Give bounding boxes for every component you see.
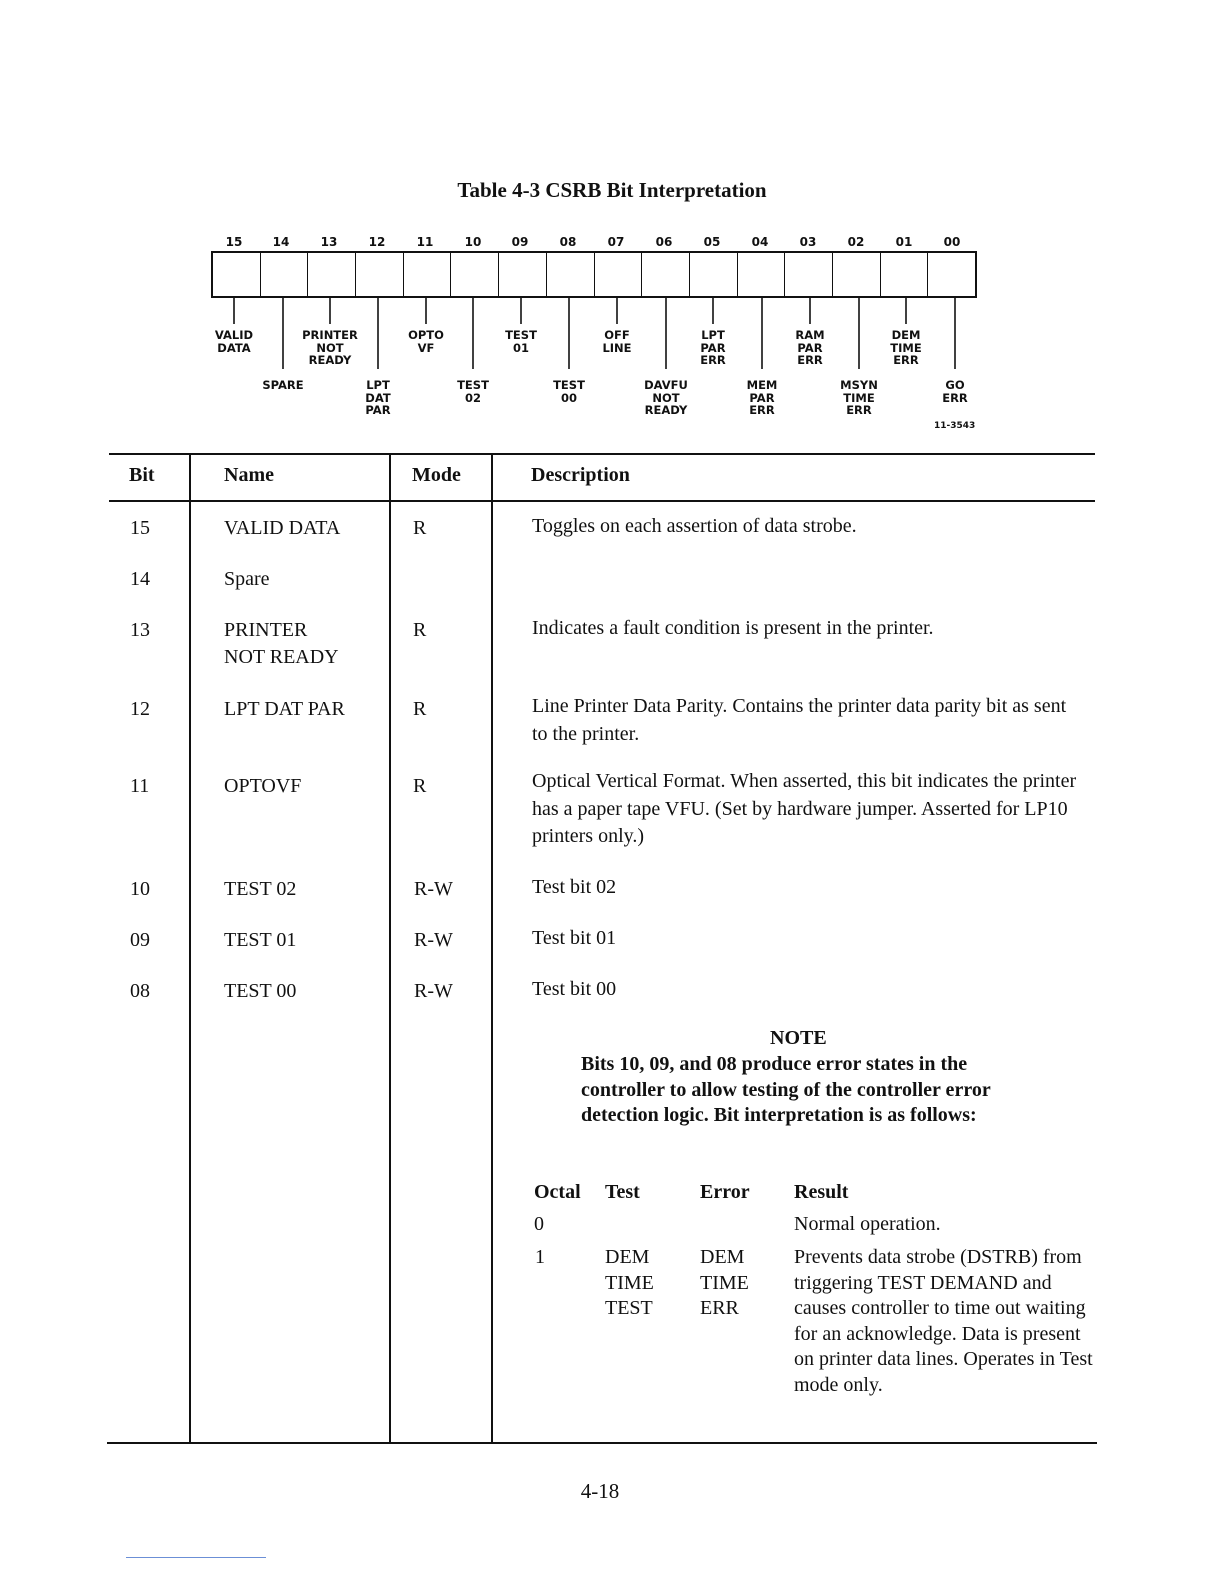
bit-label-msyn-time-err: MSYN TIME ERR — [840, 378, 878, 417]
row-name: VALID DATA — [224, 517, 341, 539]
bit-label-davfu-not-ready: DAVFU NOT READY — [644, 378, 688, 417]
bit-number: 11 — [416, 235, 434, 249]
subtable-header-test: Test — [605, 1181, 640, 1203]
bit-number: 09 — [511, 235, 529, 249]
row-description: Test bit 02 — [532, 876, 617, 898]
bit-label-lpt-dat-par: LPT DAT PAR — [365, 378, 391, 417]
row-mode: R-W — [414, 980, 453, 1002]
row-name: TEST 01 — [224, 929, 297, 951]
subtable-header-result: Result — [794, 1181, 849, 1203]
row-bit: 10 — [130, 878, 150, 900]
header-mode: Mode — [412, 464, 461, 486]
row-mode: R — [413, 619, 427, 641]
row-name: TEST 02 — [224, 878, 297, 900]
bit-number: 00 — [943, 235, 961, 249]
row-mode: R-W — [414, 878, 453, 900]
bit-number: 07 — [607, 235, 625, 249]
note-text: Bits 10, 09, and 08 produce error states in the controller to allow testing of the controller error detection logic. Bit interpretation is as follows: — [581, 1053, 991, 1126]
bit-label-printer-not-ready: PRINTER NOT READY — [302, 328, 358, 367]
row-mode: R — [413, 775, 427, 797]
row-name: OPTOVF — [224, 775, 302, 797]
row-mode: R — [413, 517, 427, 539]
bit-number: 01 — [895, 235, 913, 249]
row-name: PRINTER NOT READY — [224, 619, 339, 668]
bit-number: 14 — [272, 235, 290, 249]
bit-number: 05 — [703, 235, 721, 249]
subtable-test: DEM TIME TEST — [605, 1246, 654, 1319]
header-bit: Bit — [129, 464, 155, 486]
row-mode: R — [413, 698, 427, 720]
bit-label-test-01: TEST 01 — [505, 328, 537, 355]
header-name: Name — [224, 464, 274, 486]
bit-label-lpt-par-err: LPT PAR ERR — [700, 328, 726, 367]
footer-rule — [126, 1557, 266, 1558]
subtable-octal: 1 — [535, 1246, 545, 1268]
bit-number: 06 — [655, 235, 673, 249]
subtable-octal: 0 — [534, 1213, 544, 1235]
subtable-error: DEM TIME ERR — [700, 1246, 749, 1319]
row-description: Line Printer Data Parity. Contains the printer data parity bit as sent to the printer. — [532, 695, 1067, 745]
subtable-result: Prevents data strobe (DSTRB) from triggering TEST DEMAND and causes controller to time out waiting for an acknowledge. Data is present on printer data lines. Operates in Test mode only. — [794, 1246, 1093, 1396]
note-title: NOTE — [770, 1027, 827, 1049]
bit-label-spare: SPARE — [262, 378, 304, 392]
row-bit: 08 — [130, 980, 150, 1002]
subtable-header-octal: Octal — [534, 1181, 581, 1203]
bit-label-ram-par-err: RAM PAR ERR — [795, 328, 825, 367]
row-description: Test bit 01 — [532, 927, 617, 949]
row-description: Test bit 00 — [532, 978, 617, 1000]
leader-lines — [0, 0, 1224, 430]
row-name: LPT DAT PAR — [224, 698, 345, 720]
bit-label-test-02: TEST 02 — [457, 378, 489, 405]
row-name: TEST 00 — [224, 980, 297, 1002]
page-number: 4-18 — [580, 1479, 620, 1503]
table-title: Table 4-3 CSRB Bit Interpretation — [457, 178, 767, 202]
bit-label-off-line: OFF LINE — [602, 328, 632, 355]
row-description: Optical Vertical Format. When asserted, this bit indicates the printer has a paper tape VFU. (Set by hardware jumper. Asserted for LP10 printers only.) — [532, 770, 1077, 847]
row-description: Indicates a fault condition is present in the printer. — [532, 617, 934, 639]
bit-number: 13 — [320, 235, 338, 249]
figure-id: 11-3543 — [934, 421, 976, 431]
subtable-header-error: Error — [700, 1181, 750, 1203]
row-bit: 13 — [130, 619, 150, 641]
bit-number: 03 — [799, 235, 817, 249]
bit-label-test-00: TEST 00 — [553, 378, 585, 405]
row-bit: 15 — [130, 517, 150, 539]
bit-label-valid-data: VALID DATA — [214, 328, 254, 355]
bit-number: 10 — [464, 235, 482, 249]
bit-number: 12 — [368, 235, 386, 249]
row-bit: 12 — [130, 698, 150, 720]
row-name: Spare — [224, 568, 270, 590]
row-bit: 14 — [130, 568, 150, 590]
bit-number: 08 — [559, 235, 577, 249]
row-description: Toggles on each assertion of data strobe. — [532, 515, 857, 537]
bit-number: 15 — [225, 235, 243, 249]
row-bit: 11 — [130, 775, 150, 797]
bit-label-dem-time-err: DEM TIME ERR — [890, 328, 922, 367]
bit-number: 02 — [847, 235, 865, 249]
row-mode: R-W — [414, 929, 453, 951]
bit-label-opto-vf: OPTO VF — [408, 328, 444, 355]
header-description: Description — [531, 464, 630, 486]
bit-label-go-err: GO ERR — [942, 378, 968, 405]
row-bit: 09 — [130, 929, 150, 951]
bit-number: 04 — [751, 235, 769, 249]
subtable-result: Normal operation. — [794, 1213, 941, 1235]
bit-label-mem-par-err: MEM PAR ERR — [746, 378, 778, 417]
